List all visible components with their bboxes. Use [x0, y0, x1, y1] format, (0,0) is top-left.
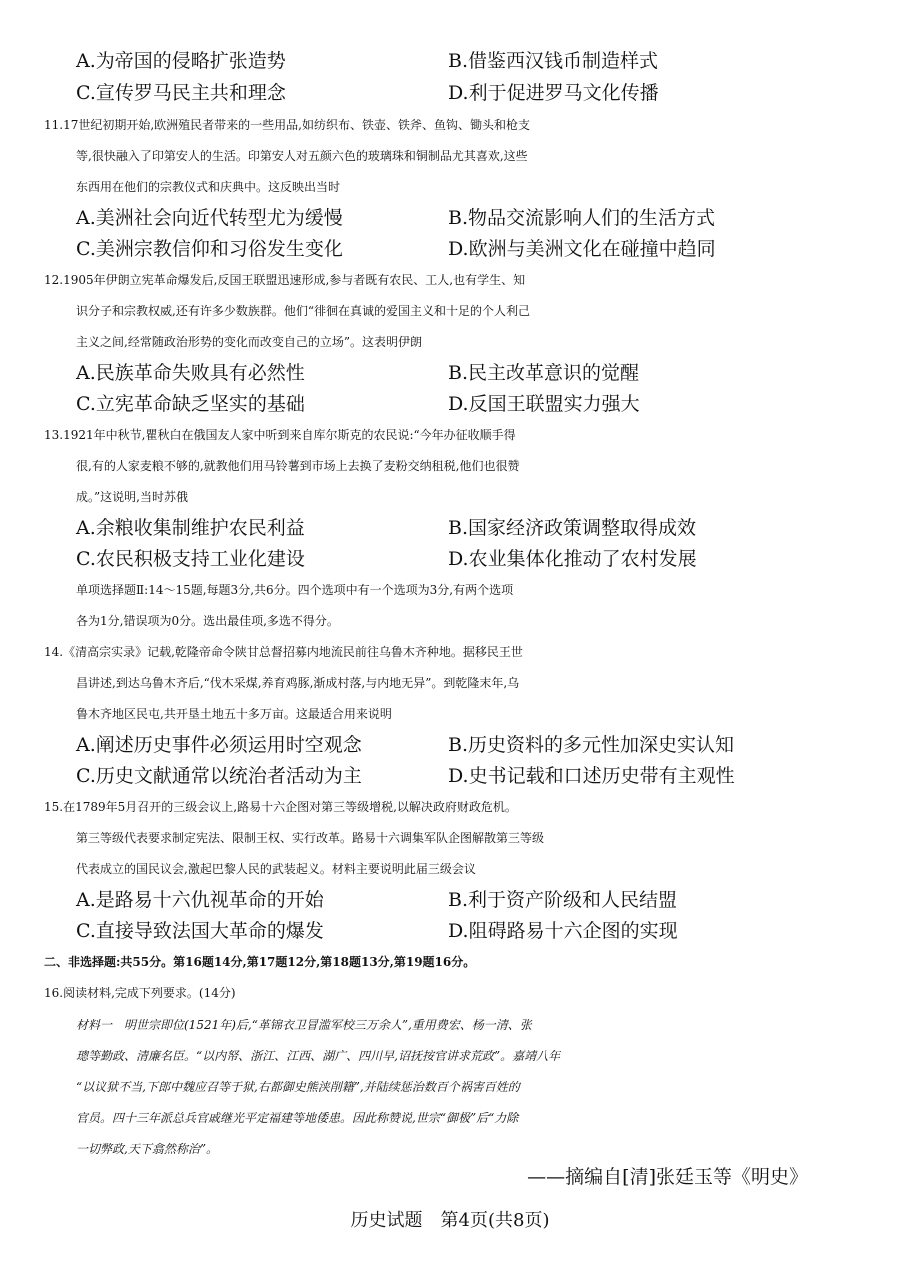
- q14-option-c: C.历史文献通常以统治者活动为主: [76, 765, 362, 787]
- q14-stem-line-2: 昌讲述,到达乌鲁木齐后,“伐木采煤,养育鸡豚,渐成村落,与内地无异”。到乾隆末年,乌: [76, 676, 520, 690]
- q10-option-c: C.宣传罗马民主共和理念: [76, 82, 286, 104]
- q10-option-b: B.借鉴西汉钱币制造样式: [448, 50, 659, 72]
- q13-option-b: B.国家经济政策调整取得成效: [448, 517, 697, 539]
- q15-option-d: D.阻碍路易十六企图的实现: [448, 920, 678, 942]
- q15-stem-line-3: 代表成立的国民议会,激起巴黎人民的武装起义。材料主要说明此届三级会议: [76, 862, 476, 876]
- q16-material-line-4: 官员。四十三年派总兵官戚继光平定福建等地倭患。因此称赞说,世宗“御极”后“力除: [76, 1111, 519, 1125]
- q16-material-line-3: “以议狱不当,下郎中魏应召等于狱,右都御史熊浃削籍”,并陆续惩治数百个祸害百姓的: [76, 1080, 520, 1094]
- q14-option-b: B.历史资料的多元性加深史实认知: [448, 734, 735, 756]
- q16-material-line-5: 一切弊政,天下翕然称治”。: [76, 1142, 218, 1156]
- q16-material-line-1: 材料一 明世宗即位(1521年)后,“革锦衣卫冒滥军校三万余人”,重用费宏、杨一清、张: [76, 1018, 532, 1032]
- q13-stem-line-3: 成。”这说明,当时苏俄: [76, 490, 188, 504]
- q12-option-d: D.反国王联盟实力强大: [448, 393, 640, 415]
- q10-option-a: A.为帝国的侵略扩张造势: [76, 50, 286, 72]
- section2-intro-line-1: 单项选择题Ⅱ:14～15题,每题3分,共6分。四个选项中有一个选项为3分,有两个选项: [76, 583, 514, 597]
- q15-stem-line-1: 15.在1789年5月召开的三级会议上,路易十六企图对第三等级增税,以解决政府财政危机。: [44, 800, 517, 814]
- page-footer: 历史试题 第4页(共8页): [350, 1210, 550, 1231]
- q14-option-d: D.史书记载和口述历史带有主观性: [448, 765, 735, 787]
- q16-source: ——摘编自[清]张廷玉等《明史》: [527, 1166, 808, 1188]
- q15-option-a: A.是路易十六仇视革命的开始: [76, 889, 324, 911]
- q14-stem-line-3: 鲁木齐地区民屯,共开垦土地五十多万亩。这最适合用来说明: [76, 707, 392, 721]
- q12-stem-line-3: 主义之间,经常随政治形势的变化而改变自己的立场”。这表明伊朗: [76, 335, 422, 349]
- q15-stem-line-2: 第三等级代表要求制定宪法、限制王权、实行改革。路易十六调集军队企图解散第三等级: [76, 831, 545, 845]
- q12-option-c: C.立宪革命缺乏坚实的基础: [76, 393, 305, 415]
- q13-stem-line-2: 很,有的人家麦粮不够的,就教他们用马铃薯到市场上去换了麦粉交纳租税,他们也很赞: [76, 459, 520, 473]
- part2-heading: 二、非选择题:共55分。第16题14分,第17题12分,第18题13分,第19题16分。: [44, 955, 476, 969]
- q11-stem-line-2: 等,很快融入了印第安人的生活。印第安人对五颜六色的玻璃珠和铜制品尤其喜欢,这些: [76, 149, 528, 163]
- q12-option-a: A.民族革命失败具有必然性: [76, 362, 305, 384]
- q11-option-b: B.物品交流影响人们的生活方式: [448, 207, 716, 229]
- q11-stem-line-1: 11.17世纪初期开始,欧洲殖民者带来的一些用品,如纺织布、铁壶、铁斧、鱼钩、锄头和枪支: [44, 118, 530, 132]
- q11-option-a: A.美洲社会向近代转型尤为缓慢: [76, 207, 343, 229]
- q11-option-c: C.美洲宗教信仰和习俗发生变化: [76, 238, 343, 260]
- q16-stem: 16.阅读材料,完成下列要求。(14分): [44, 986, 236, 1000]
- q15-option-c: C.直接导致法国大革命的爆发: [76, 920, 324, 942]
- q11-option-d: D.欧洲与美洲文化在碰撞中趋同: [448, 238, 716, 260]
- q13-stem-line-1: 13.1921年中秋节,瞿秋白在俄国友人家中听到来自库尔斯克的农民说:“今年办征收顺手得: [44, 428, 516, 442]
- q13-option-d: D.农业集体化推动了农村发展: [448, 548, 697, 570]
- q13-option-c: C.农民积极支持工业化建设: [76, 548, 305, 570]
- q12-stem-line-1: 12.1905年伊朗立宪革命爆发后,反国王联盟迅速形成,参与者既有农民、工人,也有学生、知: [44, 273, 526, 287]
- q16-material-line-2: 璁等勤政、清廉名臣。“以内帑、浙江、江西、湖广、四川早,诏抚按官讲求荒政”。嘉靖八年: [76, 1049, 561, 1063]
- q10-option-d: D.利于促进罗马文化传播: [448, 82, 659, 104]
- q13-option-a: A.余粮收集制维护农民利益: [76, 517, 305, 539]
- q11-stem-line-3: 东西用在他们的宗教仪式和庆典中。这反映出当时: [76, 180, 341, 194]
- q15-option-b: B.利于资产阶级和人民结盟: [448, 889, 678, 911]
- q12-option-b: B.民主改革意识的觉醒: [448, 362, 640, 384]
- q14-option-a: A.阐述历史事件必须运用时空观念: [76, 734, 362, 756]
- q12-stem-line-2: 识分子和宗教权威,还有许多少数族群。他们“徘徊在真诚的爱国主义和十足的个人利己: [76, 304, 530, 318]
- q14-stem-line-1: 14.《清高宗实录》记载,乾隆帝命令陕甘总督招募内地流民前往乌鲁木齐种地。据移民王世: [44, 645, 523, 659]
- section2-intro-line-2: 各为1分,错误项为0分。选出最佳项,多选不得分。: [76, 614, 339, 628]
